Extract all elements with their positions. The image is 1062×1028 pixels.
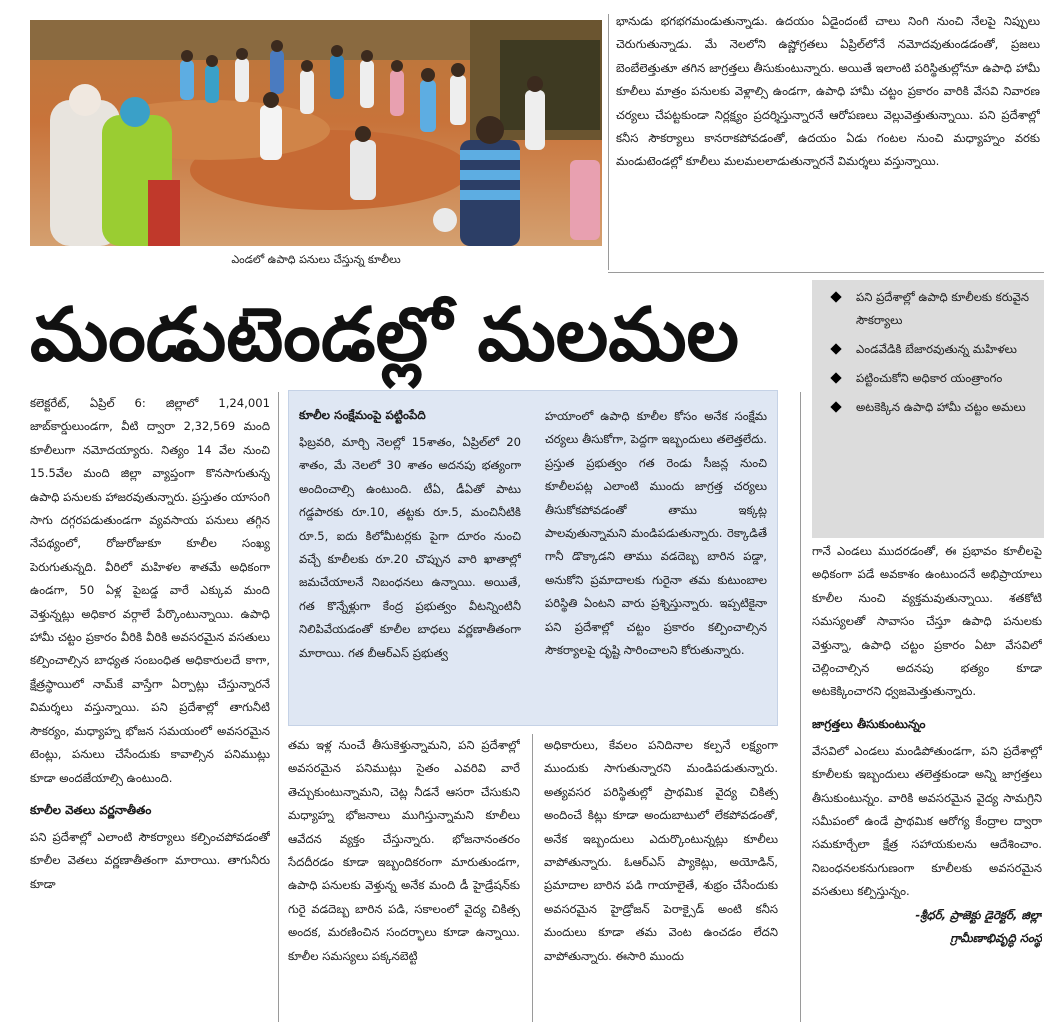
article-paragraph: గానే ఎండలు ముదరడంతో, ఈ ప్రభావం కూలీలపై అధికంగా పడే అవకాశం ఉంటుందనే అభిప్రాయాలు కూలీల నుంచి వ్యక్తమవుతున్నాయి. శతకోటి సమస్యలతో సావాసం చేస్తూ ఉపాధి పనులకు వెళ్తున్నా, ఉపాధి చట్టం ప్రకారం ఏటా వేసవిలో చెల్లించాల్సిన అదనపు భత్యం కూడా అటకెక్కించారని ధ్వజమెత్తుతున్నారు. [812,544,1042,699]
highlight-item [822,396,1036,419]
highlights-box [812,280,1044,538]
column-divider [532,734,533,1022]
diamond-bullet-icon [830,372,841,383]
subheading: జాగ్రత్తలు తీసుకుంటున్నం [812,716,926,731]
column-divider [608,14,609,270]
signature-line: గ్రామీణాభివృద్ధి సంస్థ [950,931,1042,946]
article-column-2 [288,734,520,1022]
column-divider [278,392,279,1022]
highlight-text: పట్టించుకోని అధికార యంత్రాంగం [856,371,1003,385]
article-paragraph: తమ ఇళ్ల నుంచే తీసుకెళ్తున్నామని, పని ప్రదేశాల్లో అవసరమైన పనిముట్లు సైతం ఎవరివి వారే తెచ్చుకుంటున్నామని, చెట్ల నీడనే ఆసరా చేసుకుని మధ్యాహ్న భోజనాలు ముగిస్తున్నామని కూలీలు ఆవేదన వ్యక్తం చేస్తున్నారు. భోజనానంతరం సేదదీరడం కూడా ఇబ్బందికరంగా మారుతుండగా, ఉపాధి పనులకు వెళ్తున్న అనేక మంది డీ హైడ్రేషన్‌కు గురై వడదెబ్బ బారిన పడి, సకాలంలో వైద్య చికిత్స అందక, మరణించిన సందర్భాలు కూడా ఉన్నాయి. కూలీల సమస్యలు పక్కనబెట్టి [288,738,520,963]
headline: మండుటెండల్లో మలమల [30,292,740,378]
intro-column [616,10,1040,268]
highlight-item [822,338,1036,361]
highlight-text: ఎండవేడికి బేజారవుతున్న మహిళలు [856,342,1017,356]
article-paragraph: కలెక్టరేట్, ఏప్రిల్ 6: జిల్లాలో 1,24,001 జాబ్‌కార్డులుండగా, వీటి ద్వారా 2,32,569 మంది కూలీలుగా నమోదయ్యారు. నిత్యం 14 వేల నుంచి 15.5వేల మంది జిల్లా వ్యాప్తంగా కొనసాగుతున్న ఉపాధి పనులకు హాజరవుతున్నారు. ప్రస్తుతం యాసంగి సాగు దగ్గరపడుతుండగా వ్యవసాయ పనులు తగ్గిన నేపథ్యంలో, రోజురోజుకూ కూలీల సంఖ్య పెరుగుతున్నది. వీరిలో మహిళల శాతమే అధికంగా ఉండగా, 50 ఏళ్ల పైబడ్డ వారే ఎక్కువ మంది వెళ్తున్నట్లు అధికార వర్గాలే పేర్కొంటున్నాయి. ఉపాధి హామీ చట్టం ప్రకారం వీరికి వీరికి అవసరమైన వసతులు కల్పించాల్సిన బాధ్యత సంబంధిత అధికారులదే కాగా, క్షేత్రస్థాయిలో నామ్‌కే వాస్తేగా ఏర్పాట్లు చేస్తున్నారనే విమర్శలు వస్తున్నాయి. పని ప్రదేశాల్లో తాగునీటి సౌకర్యం, మధ్యాహ్న భోజన సమయంలో అవసరమైన టెంట్లు, పనులు చేసేందుకు కావాల్సిన పనిముట్లు కూడా అందజేయాల్సి ఉంటుంది. [30,396,270,785]
column-divider [800,392,801,1022]
farm-workers-photo-icon [30,20,602,246]
photo-caption: ఎండలో ఉపాధి పనులు చేస్తున్న కూలీలు [231,253,401,266]
article-column-1 [30,392,270,1022]
sidebar-box [288,390,778,726]
diamond-bullet-icon [830,343,841,354]
article-paragraph: అధికారులు, కేవలం పనిదినాల కల్పనే లక్ష్యంగా ముందుకు సాగుతున్నారని మండిపడుతున్నారు. అత్యవసర పరిస్థితుల్లో ప్రాథమిక వైద్య చికిత్స అందించే కిట్లు కూడా అందుబాటులో లేకపోవడంతో, అనేక ఇబ్బందులు ఎదుర్కొంటున్నట్లు కూలీలు వాపోతున్నారు. ఓఆర్‌ఎస్ ప్యాకెట్లు, అయోడిన్, ప్రమాదాల బారిన పడి గాయాలైతే, శుభ్రం చేసేందుకు అవసరమైన హైడ్రోజన్ పెరాక్సైడ్ అంటి కనీస మందులు కూడా తమ వెంట ఉంచడం లేదని వాపోతున్నారు. ఈసారి ముందు [544,738,778,963]
diamond-bullet-icon [830,401,841,412]
box-column-b [545,405,767,721]
article-column-3 [544,734,778,1022]
news-photo [30,20,602,246]
article-paragraph: పని ప్రదేశాల్లో ఎలాంటి సౌకర్యాలు కల్పించపోవడంతో కూలీల వెతలు వర్ణణాతీతంగా మారాయి. తాగునీరు కూడా [30,829,270,891]
box-paragraph: ఫిబ్రవరి, మార్చి నెలల్లో 15శాతం, ఏప్రిల్‌లో 20 శాతం, మే నెలలో 30 శాతం అదనపు భత్యంగా అందించాల్సి ఉంటుంది. టీఏ, డీఏతో పాటు గడ్డపారకు రూ.10, తట్టకు రూ.5, మంచినీటికి రూ.5, ఐదు కిలోమీటర్లకు పైగా దూరం నుంచి వచ్చే కూలీలకు రూ.20 చొప్పున వారి ఖాతాల్లో జమచేయాలనే నిబంధనలు ఉన్నాయి. అయితే, గత కొన్నేళ్లుగా కేంద్ర ప్రభుత్వం వీటన్నింటినీ నిలిపివేయడంతో కూలీల బాధలు వర్ణణాతీతంగా మారాయి. గత బీఆర్‌ఎస్ ప్రభుత్వ [299,435,521,660]
article-column-4 [812,540,1042,1024]
box-paragraph: హయాంలో ఉపాధి కూలీల కోసం అనేక సంక్షేమ చర్యలు తీసుకోగా, పెద్దగా ఇబ్బందులు తలెత్తలేదు. ప్రస్తుత ప్రభుత్వం గత రెండు సీజన్ల నుంచి కూలీలపట్ల ఎలాంటి ముందు జాగ్రత్త చర్యలు తీసుకోకపోవడంతో తాము ఇక్కట్ల పాలవుతున్నామని మండిపడుతున్నారు. రెక్కాడితే గానీ డొక్కాడని తాము వడదెబ్బ బారిన పడ్డా, అనుకోని ప్రమాదాలకు గురైనా తమ కుటుంబాల పరిస్థితి ఏంటని వారు ప్రశ్నిస్తున్నారు. ఇప్పటికైనా పని ప్రదేశాల్లో చట్టం ప్రకారం కల్పించాల్సిన సౌకర్యాలపై దృష్టి సారించాలని కోరుతున్నారు. [545,409,767,658]
signature-line: -శ్రీధర్, ప్రాజెక్టు డైరెక్టర్, జిల్లా [915,907,1042,922]
article-paragraph: వేసవిలో ఎండలు మండిపోతుండగా, పని ప్రదేశాల్లో కూలీలకు ఇబ్బందులు తలెత్తకుండా అన్ని జాగ్రత్తలు తీసుకుంటున్నం. వారికి అవసరమైన వైద్య సామగ్రిని సమీపంలో ఉండే ప్రాథమిక ఆరోగ్య కేంద్రాల ద్వారా సమకూర్చేలా క్షేత్ర సహాయకులను ఆదేశించాం. నిబంధనలకనుగుణంగా కూలీలకు అవసరమైన వసతులు కల్పిస్తున్నం. [812,743,1042,899]
highlight-text: పని ప్రదేశాల్లో ఉపాధి కూలీలకు కరువైన సౌకర్యాలు [856,290,1029,327]
diamond-bullet-icon [830,291,841,302]
highlight-item [822,367,1036,390]
subheading: కూలీల వెతలు వర్ణనాతీతం [30,802,152,817]
highlight-item [822,286,1036,332]
box-column-a [299,431,521,721]
highlight-text: అటకెక్కిన ఉపాధి హామీ చట్టం అమలు [856,400,1026,414]
section-divider [608,272,1044,273]
box-title: కూలీల సంక్షేమంపై పట్టింపేది [299,408,426,422]
intro-paragraph: భానుడు భగభగమండుతున్నాడు. ఉదయం ఏడైందంటే చాలు నింగి నుంచి నేలపై నిప్పులు చెరుగుతున్నాడు. మే నెలలోని ఉష్ణోగ్రతలు ఏప్రిల్‌లోనే నమోదవుతుండడంతో, ప్రజలు బెంబేలెత్తుతూ తగిన జాగ్రత్తలు తీసుకుంటున్నారు. అయితే ఇలాంటి పరిస్థితుల్లోనూ ఉపాధి హామీ కూలీలు మాత్రం పనులకు వెళ్లాల్సి ఉండగా, ఉపాధి హామీ చట్టం ప్రకారం వారికి వేసవి నివారణ చర్యలు చేపట్టకుండా నిర్లక్ష్యం ప్రదర్శిస్తున్నారనే ఆరోపణలు వెల్లువెత్తుతున్నాయి. పని ప్రదేశాల్లో కనీస సౌకర్యాలు కానరాకపోవడంతో, ఉదయం ఏడు గంటల నుంచి మధ్యాహ్నం వరకు మండుటెండల్లో కూలీలు మలమలలాడుతున్నారనే విమర్శలు వస్తున్నాయి. [616,14,1040,169]
